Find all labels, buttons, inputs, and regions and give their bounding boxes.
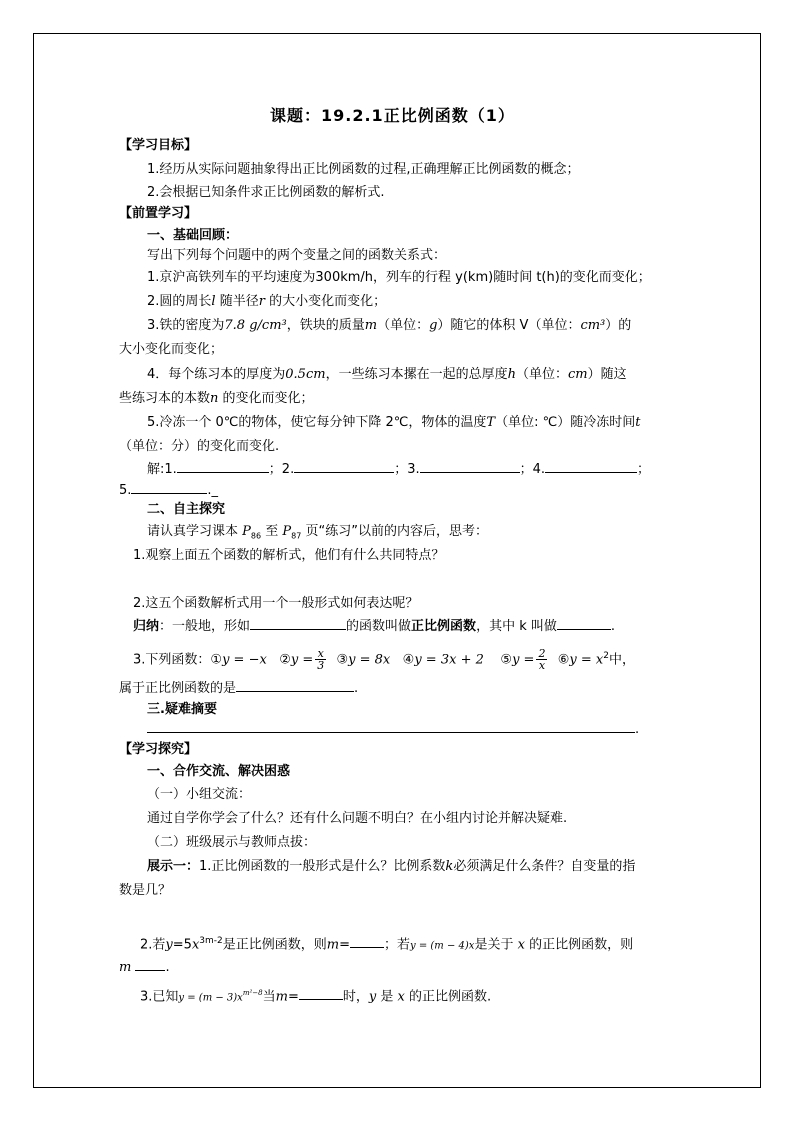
- summary-blank-k[interactable]: [557, 617, 611, 630]
- review-q4-cont: 些练习本的本数n 的变化而变化；: [119, 391, 314, 406]
- study-q3: 3.已知$y = (m - 3)x^{m^2-8}$当m= 时，y 是 x 的正比例函数.: [140, 989, 492, 1005]
- study-q2: 2.若$y=5x^{3m-2}$是正比例函数，则m= ；若y = (m − 4)x是关于 x 的正比例函数，则: [140, 936, 634, 953]
- study-heading: 【学习探究】: [119, 742, 198, 757]
- study-q2-cont: m .: [119, 960, 170, 975]
- review-q3: 3.铁的密度为7.8 g/cm³，铁块的质量m（单位：g）随它的体积 V（单位：cm³）的: [147, 318, 632, 333]
- show1-line: 展示一：1.正比例函数的一般形式是什么？比例系数k必须满足什么条件？自变量的指: [147, 859, 636, 874]
- review-intro: 写出下列每个问题中的两个变量之间的函数关系式：: [147, 248, 447, 263]
- explore-intro: 请认真学习课本 $P_{86}$ 至 $P_{87}$ 页“练习”以前的内容后，思考：: [147, 524, 488, 541]
- answer-blank-2[interactable]: [294, 460, 394, 473]
- review-q3-cont: 大小变化而变化；: [119, 342, 224, 357]
- answer-blank-3[interactable]: [420, 460, 520, 473]
- q3-answer-blank[interactable]: [236, 679, 354, 692]
- answer-blank-4[interactable]: [545, 460, 637, 473]
- goal-1: 1.经历从实际问题抽象得出正比例函数的过程,正确理解正比例函数的概念；: [147, 162, 580, 177]
- summary-line: 归纳：一般地，形如 的函数叫做正比例函数，其中 k 叫做 .: [133, 619, 615, 634]
- goal-2: 2.会根据已知条件求正比例函数的解析式.: [147, 185, 385, 200]
- explore-q3: 3.下列函数：①y = −x ②y = $\frac{x}{3}$ ③y = 8x ④y = 3x + 2 ⑤y = $\frac{2}{x}$ ⑥y = $x^2$中，: [133, 647, 635, 673]
- show1-cont: 数是几？: [119, 883, 172, 898]
- answer-line: 解:1. ；2. ；3. ；4. ；: [147, 462, 651, 477]
- study-sub1: 一、合作交流、解决困惑: [147, 764, 291, 779]
- preview-heading: 【前置学习】: [119, 206, 198, 221]
- summary-blank-form[interactable]: [250, 617, 346, 630]
- fraction-x-over-3: $\frac{x}{3}$: [317, 647, 325, 673]
- explore-heading: 二、自主探究: [147, 502, 226, 517]
- fraction-2-over-x: $\frac{2}{x}$: [538, 647, 546, 673]
- review-q5: 5.冷冻一个 0℃的物体，使它每分钟下降 2℃，物体的温度T（单位: ℃）随冷冻时间t: [147, 415, 641, 430]
- q2-blank-1[interactable]: [350, 935, 384, 948]
- explore-q2: 2.这五个函数解析式用一个一般形式如何表达呢？: [133, 596, 419, 611]
- answer-blank-5[interactable]: [131, 481, 207, 494]
- review-q2: 2.圆的周长l 随半径r 的大小变化而变化；: [147, 294, 387, 309]
- doubt-blank[interactable]: [147, 720, 635, 733]
- answer-blank-1[interactable]: [177, 460, 269, 473]
- review-q1: 1.京沪高铁列车的平均速度为300km/h，列车的行程 y(km)随时间 t(h)的变化而变化；: [147, 270, 651, 285]
- explore-q3-cont: 属于正比例函数的是 .: [119, 681, 359, 696]
- q3-blank[interactable]: [299, 987, 343, 1000]
- doubt-line: .: [147, 720, 639, 739]
- explore-q1: 1.观察上面五个函数的解析式，他们有什么共同特点？: [133, 548, 445, 563]
- class-label: （二）班级展示与教师点拔：: [147, 835, 317, 850]
- review-heading: 一、基础回顾：: [147, 228, 239, 243]
- answer-line-5: 5. ._: [119, 483, 219, 498]
- group-text: 通过自学你学会了什么？还有什么问题不明白？在小组内讨论并解决疑难.: [147, 811, 568, 826]
- review-q5-cont: （单位：分）的变化而变化.: [119, 439, 280, 454]
- q2-blank-2[interactable]: [135, 958, 165, 971]
- review-q4: 4．每个练习本的厚度为0.5cm，一些练习本摞在一起的总厚度h（单位：cm）随这: [147, 367, 627, 382]
- page-title: 课题：19.2.1正比例函数（1）: [270, 106, 515, 125]
- group-label: （一）小组交流：: [147, 787, 252, 802]
- goals-heading: 【学习目标】: [119, 138, 198, 153]
- doubt-heading: 三.疑难摘要: [147, 702, 217, 717]
